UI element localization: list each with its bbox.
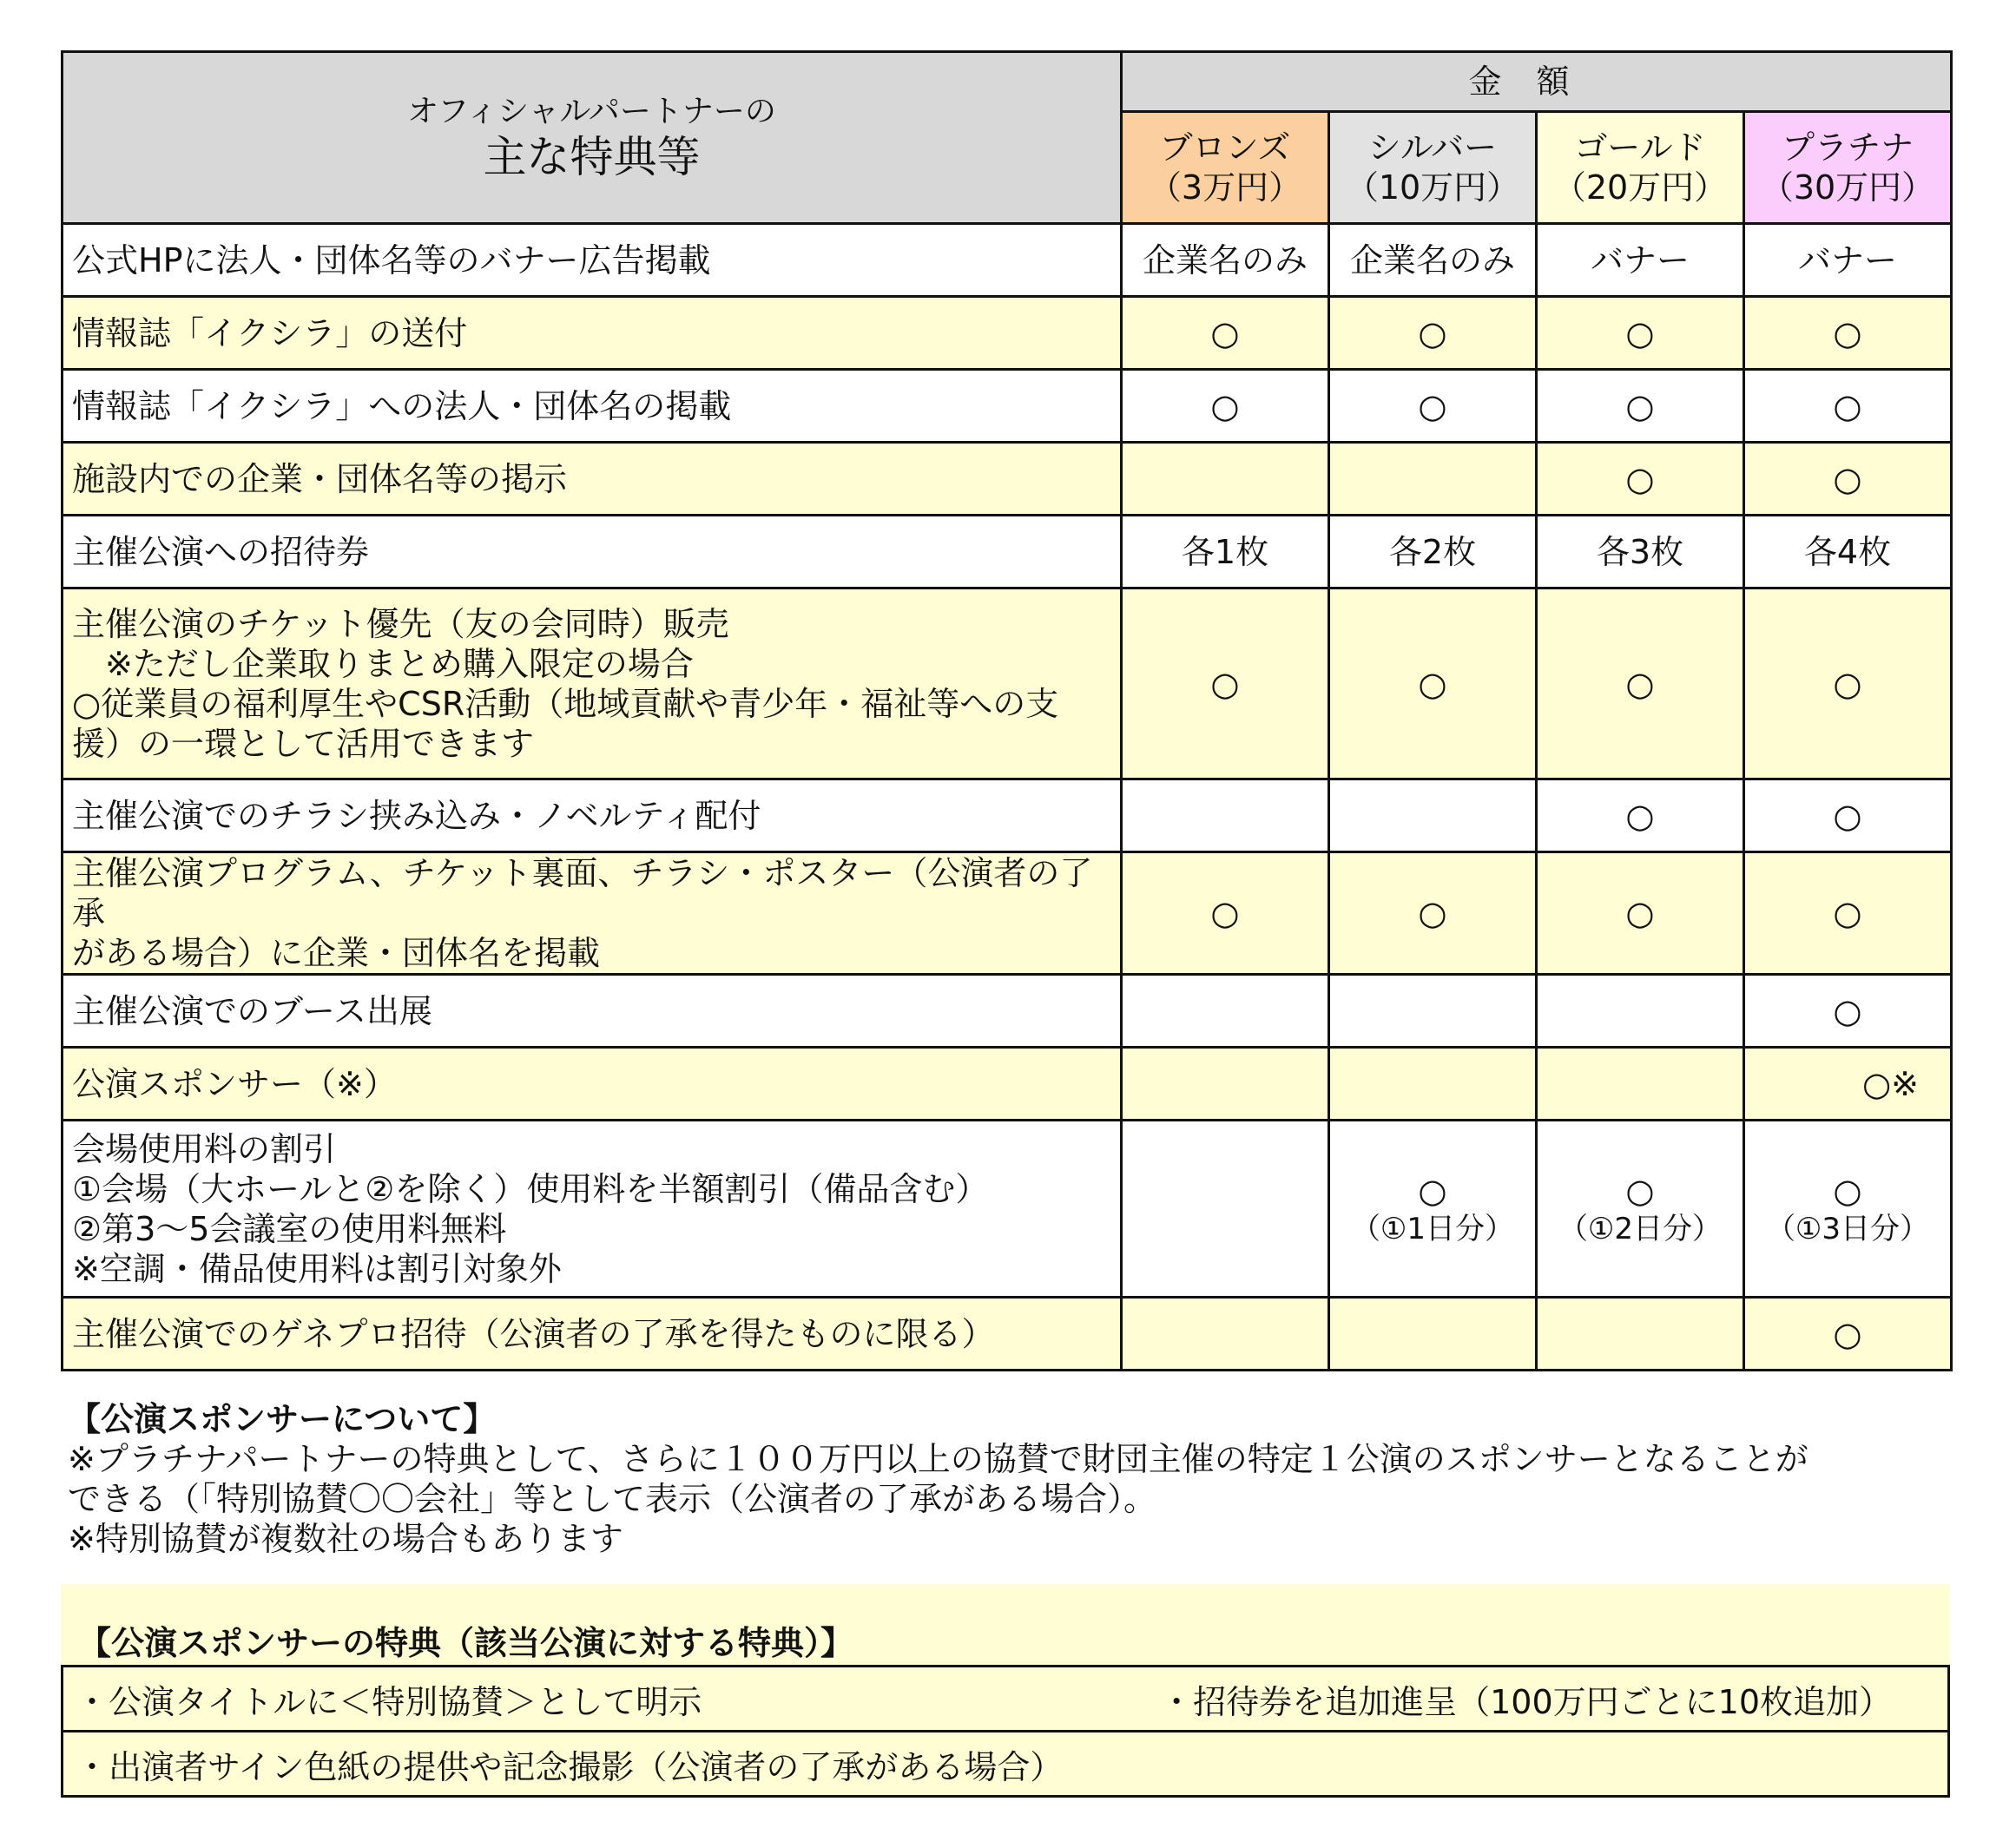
- benefit-label-line: 主催公演への招待券: [72, 532, 370, 571]
- table-row: [63, 224, 1952, 297]
- benefit-label: [63, 852, 1122, 975]
- benefit-cell: [1122, 588, 1329, 779]
- sponsor-benefits-table: [61, 1665, 1950, 1798]
- benefit-cell: [1744, 224, 1952, 297]
- circle-mark: ○: [1833, 459, 1862, 498]
- benefit-label-line: ②第3～5会議室の使用料無料: [72, 1209, 507, 1248]
- benefit-cell: [1537, 443, 1744, 516]
- table-title-cell: [63, 52, 1122, 224]
- benefit-cell: [1537, 975, 1744, 1048]
- benefit-label-line: 援）の一環として活用できます: [72, 724, 535, 763]
- benefit-value: 各1枚: [1181, 532, 1269, 571]
- sponsor-benefit-row: [63, 1667, 1949, 1732]
- benefit-label-line: 情報誌「イクシラ」の送付: [72, 313, 468, 352]
- benefit-label-line: ①会場（大ホールと②を除く）使用料を半額割引（備品含む）: [72, 1169, 989, 1208]
- benefit-cell: [1537, 1298, 1744, 1371]
- benefit-cell: [1537, 852, 1744, 975]
- tier-price: （20万円）: [1552, 168, 1728, 207]
- benefit-cell: [1122, 224, 1329, 297]
- circle-mark: ○: [1625, 664, 1655, 703]
- circle-mark: ○: [1418, 894, 1447, 932]
- circle-mark: ○: [1418, 664, 1447, 703]
- tier-header: [1744, 112, 1952, 224]
- circle-mark: ○: [1210, 386, 1240, 425]
- benefit-cell: [1537, 297, 1744, 370]
- sponsor-benefit-row: [63, 1732, 1949, 1797]
- benefit-label: [63, 1048, 1122, 1121]
- benefit-label: [63, 297, 1122, 370]
- benefit-cell: [1537, 370, 1744, 443]
- benefit-label: [63, 516, 1122, 588]
- benefit-cell: [1122, 1121, 1329, 1298]
- benefit-label-line: 主催公演でのチラシ挟み込み・ノベルティ配付: [72, 796, 761, 835]
- benefit-value: 企業名のみ: [1142, 240, 1308, 279]
- benefit-cell: [1122, 975, 1329, 1048]
- benefit-cell: [1537, 224, 1744, 297]
- benefit-label-line: 公式HPに法人・団体名等のバナー広告掲載: [72, 240, 711, 279]
- benefit-cell: [1744, 1298, 1952, 1371]
- benefit-value: バナー: [1590, 240, 1690, 279]
- circle-mark: ○: [1418, 1171, 1447, 1210]
- benefit-label: [63, 779, 1122, 852]
- sponsor-benefit-title-credit: ・公演タイトルに＜特別協賛＞として明示: [76, 1682, 702, 1721]
- benefit-label-line: 主催公演プログラム、チケット裏面、チラシ・ポスター（公演者の了承: [72, 854, 1093, 932]
- benefit-cell: [1122, 779, 1329, 852]
- benefit-value: 各3枚: [1596, 532, 1684, 571]
- circle-mark: ○: [1833, 1171, 1862, 1210]
- sponsor-note-line: できる（「特別協賛〇〇会社」等として表示（公演者の了承がある場合）。: [68, 1480, 1157, 1518]
- benefit-cell: [1329, 1121, 1537, 1298]
- benefit-cell: [1329, 779, 1537, 852]
- table-row: [63, 1121, 1952, 1298]
- tier-price: （30万円）: [1760, 168, 1935, 207]
- circle-mark: ○※: [1862, 1064, 1920, 1103]
- benefit-cell: [1329, 852, 1537, 975]
- circle-mark: ○: [1210, 313, 1240, 352]
- tier-name: ブロンズ: [1159, 128, 1291, 167]
- benefit-label: [63, 1298, 1122, 1371]
- benefit-cell: [1329, 297, 1537, 370]
- benefit-cell: [1329, 1048, 1537, 1121]
- table-title-small: オフィシャルパートナーの: [407, 93, 776, 129]
- tier-name: シルバー: [1367, 128, 1498, 167]
- benefit-value: 各2枚: [1388, 532, 1477, 571]
- circle-mark: ○: [1833, 1314, 1862, 1353]
- sponsor-note-line: ※プラチナパートナーの特典として、さらに１００万円以上の協賛で財団主催の特定１公演のスポンサーとなることが: [68, 1440, 1808, 1478]
- benefit-label: [63, 588, 1122, 779]
- benefit-cell: [1744, 975, 1952, 1048]
- benefit-cell: [1744, 779, 1952, 852]
- benefit-value: 各4枚: [1803, 532, 1892, 571]
- circle-mark: ○: [1625, 796, 1655, 835]
- benefit-cell: [1537, 1048, 1744, 1121]
- table-row: [63, 370, 1952, 443]
- benefit-cell: [1329, 370, 1537, 443]
- table-row: [63, 297, 1952, 370]
- benefit-label-line: 会場使用料の割引: [72, 1129, 337, 1168]
- sponsor-benefits-title: 【公演スポンサーの特典（該当公演に対する特典）】: [78, 1624, 854, 1662]
- sponsor-note-heading: 【公演スポンサーについて】: [68, 1400, 497, 1438]
- circle-mark: ○: [1833, 313, 1862, 352]
- tier-header: [1329, 112, 1537, 224]
- table-row: [63, 588, 1952, 779]
- benefit-label: [63, 1121, 1122, 1298]
- benefit-cell: [1122, 516, 1329, 588]
- tier-header: [1122, 112, 1329, 224]
- benefit-cell: [1744, 297, 1952, 370]
- circle-mark: ○: [1833, 664, 1862, 703]
- benefit-cell: [1329, 516, 1537, 588]
- benefit-cell: [1329, 588, 1537, 779]
- sponsor-benefit-autograph: ・出演者サイン色紙の提供や記念撮影（公演者の了承がある場合）: [76, 1747, 1064, 1786]
- benefit-label-line: 公演スポンサー（※）: [72, 1064, 397, 1103]
- benefit-label-line: ○従業員の福利厚生やCSR活動（地域貢献や青少年・福祉等への支: [72, 684, 1059, 723]
- circle-mark: ○: [1210, 664, 1240, 703]
- benefit-cell: [1329, 1298, 1537, 1371]
- benefit-note: （①3日分）: [1765, 1211, 1930, 1246]
- benefit-cell: [1122, 443, 1329, 516]
- table-row: [63, 1048, 1952, 1121]
- tier-price: （10万円）: [1345, 168, 1520, 207]
- benefit-cell: [1744, 1121, 1952, 1298]
- benefit-cell: [1122, 297, 1329, 370]
- circle-mark: ○: [1625, 386, 1655, 425]
- benefit-value: バナー: [1798, 240, 1898, 279]
- circle-mark: ○: [1833, 796, 1862, 835]
- table-title-big: 主な特典等: [483, 131, 701, 182]
- sponsor-benefit-extra-tickets: ・招待券を追加進呈（100万円ごとに10枚追加）: [1160, 1682, 1892, 1721]
- circle-mark: ○: [1625, 313, 1655, 352]
- circle-mark: ○: [1833, 386, 1862, 425]
- benefit-label: [63, 224, 1122, 297]
- circle-mark: ○: [1418, 313, 1447, 352]
- sponsor-note: [68, 1399, 1952, 1559]
- benefit-label-line: ※ただし企業取りまとめ購入限定の場合: [72, 644, 694, 683]
- circle-mark: ○: [1210, 894, 1240, 932]
- benefit-note: （①2日分）: [1558, 1211, 1723, 1246]
- sponsor-note-line: ※特別協賛が複数社の場合もあります: [68, 1520, 623, 1558]
- circle-mark: ○: [1625, 1171, 1655, 1210]
- benefit-value: 企業名のみ: [1349, 240, 1515, 279]
- table-row: [63, 779, 1952, 852]
- table-row: [63, 1298, 1952, 1371]
- benefit-cell: [1537, 516, 1744, 588]
- benefit-label-line: 主催公演でのゲネプロ招待（公演者の了承を得たものに限る）: [72, 1314, 995, 1353]
- benefit-label: [63, 370, 1122, 443]
- circle-mark: ○: [1418, 386, 1447, 425]
- benefit-label-line: 主催公演でのブース出展: [72, 991, 432, 1030]
- table-row: [63, 852, 1952, 975]
- table-row: [63, 975, 1952, 1048]
- benefit-label-line: 施設内での企業・団体名等の掲示: [72, 459, 568, 498]
- circle-mark: ○: [1833, 894, 1862, 932]
- table-row: [63, 516, 1952, 588]
- table-row: [63, 443, 1952, 516]
- amount-header: 金額: [1122, 52, 1952, 112]
- benefit-cell: [1329, 443, 1537, 516]
- circle-mark: ○: [1625, 894, 1655, 932]
- benefit-cell: [1329, 975, 1537, 1048]
- benefit-cell: [1537, 1121, 1744, 1298]
- benefit-cell: [1122, 370, 1329, 443]
- benefit-cell: [1744, 852, 1952, 975]
- circle-mark: ○: [1625, 459, 1655, 498]
- benefit-label-line: 主催公演のチケット優先（友の会同時）販売: [72, 604, 729, 643]
- benefit-cell: [1122, 1298, 1329, 1371]
- benefit-note: （①1日分）: [1350, 1211, 1515, 1246]
- benefit-cell: [1122, 852, 1329, 975]
- benefit-label: [63, 975, 1122, 1048]
- benefit-label-line: 情報誌「イクシラ」への法人・団体名の掲載: [72, 386, 732, 425]
- tier-name: プラチナ: [1782, 128, 1914, 167]
- tier-name: ゴールド: [1574, 128, 1706, 167]
- benefits-table: [61, 50, 1953, 1371]
- benefit-cell: [1744, 1048, 1952, 1121]
- circle-mark: ○: [1833, 991, 1862, 1030]
- benefit-cell: [1537, 779, 1744, 852]
- benefit-cell: [1744, 588, 1952, 779]
- benefit-label-line: がある場合）に企業・団体名を掲載: [72, 934, 601, 972]
- tier-price: （3万円）: [1148, 168, 1302, 207]
- benefit-label: [63, 443, 1122, 516]
- benefit-cell: [1744, 516, 1952, 588]
- benefit-cell: [1744, 370, 1952, 443]
- benefit-cell: [1122, 1048, 1329, 1121]
- benefit-label-line: ※空調・備品使用料は割引対象外: [72, 1249, 562, 1288]
- benefit-cell: [1744, 443, 1952, 516]
- tier-header: [1537, 112, 1744, 224]
- benefit-cell: [1329, 224, 1537, 297]
- benefit-cell: [1537, 588, 1744, 779]
